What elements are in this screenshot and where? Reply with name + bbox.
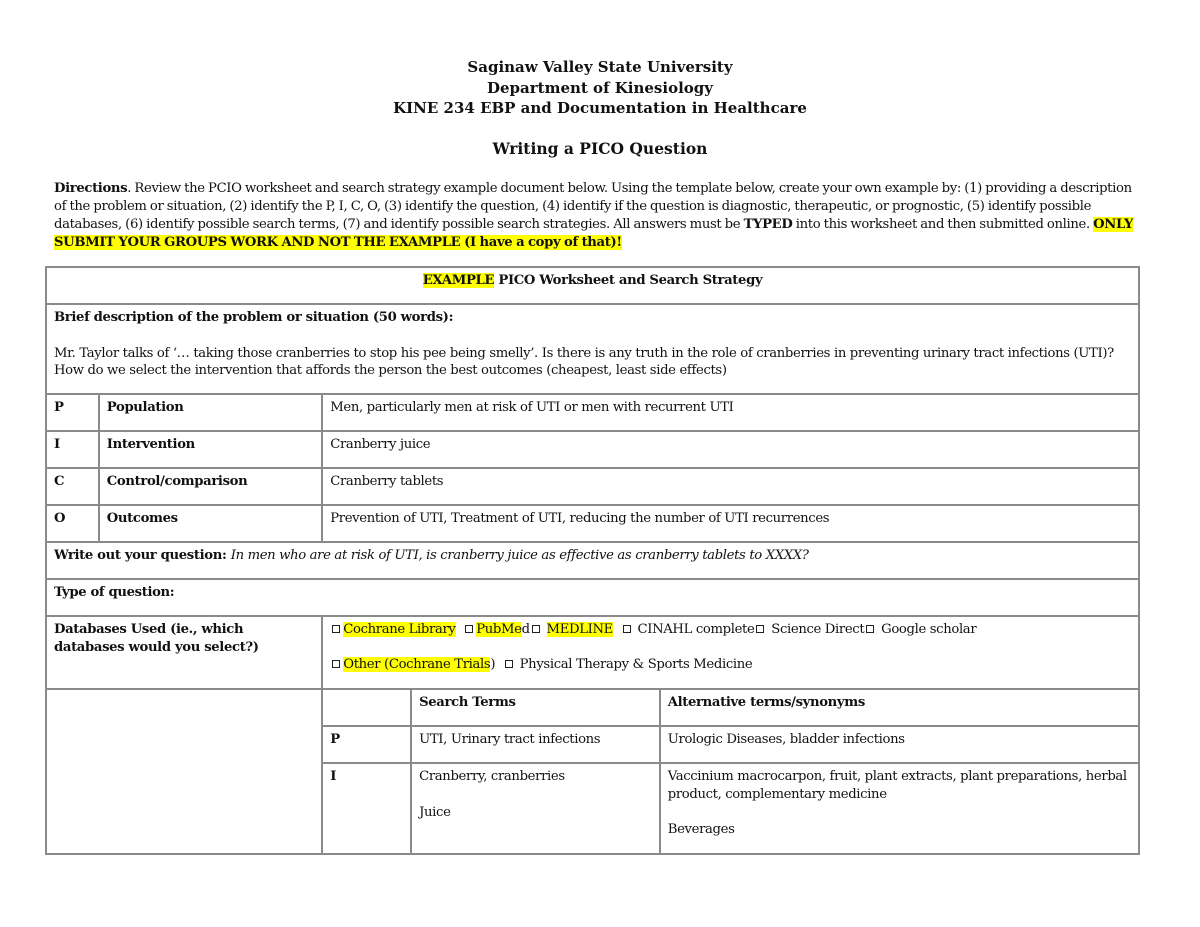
question-text: In men who are at risk of UTI, is cranberry juice as effective as cranberry tablets to XXXX? <box>230 548 809 563</box>
db-medline: MEDLINE <box>546 622 613 637</box>
checkbox-icon[interactable] <box>532 625 540 633</box>
brief-description-cell <box>46 304 1139 394</box>
databases-row <box>46 616 1139 689</box>
checkbox-icon[interactable] <box>866 625 874 633</box>
search-terms: Cranberry, cranberries <box>419 769 565 784</box>
pico-value: Men, particularly men at risk of UTI or men with recurrent UTI <box>322 394 1139 431</box>
checkbox-icon[interactable] <box>332 625 340 633</box>
db-cochrane: Cochrane Library <box>343 622 456 637</box>
pico-label: Control/comparison <box>99 468 322 505</box>
search-alt-2: Beverages <box>667 822 735 837</box>
department-name: Department of Kinesiology <box>487 78 713 97</box>
worksheet-title-row <box>46 267 1139 304</box>
worksheet-title-rest: PICO Worksheet and Search Strategy <box>494 273 763 288</box>
checkbox-icon[interactable] <box>756 625 764 633</box>
directions-text-b: into this worksheet and then submitted online. <box>792 217 1094 232</box>
search-alt-cell <box>660 763 1139 854</box>
db-google-scholar: Google scholar <box>877 622 977 637</box>
db-physical-therapy: Physical Therapy & Sports Medicine <box>515 656 753 672</box>
databases-cell <box>322 616 1139 689</box>
page-title: Writing a PICO Question <box>492 139 708 158</box>
university-name: Saginaw Valley State University <box>467 58 733 76</box>
pico-row-c <box>46 468 1139 505</box>
search-letter: I <box>322 763 411 854</box>
search-letter: P <box>322 726 411 763</box>
search-terms: UTI, Urinary tract infections <box>411 726 660 763</box>
pico-letter: P <box>46 394 99 431</box>
pico-label: Population <box>99 394 322 431</box>
pico-row-i <box>46 431 1139 468</box>
document-header <box>0 57 1200 119</box>
pico-value: Cranberry tablets <box>322 468 1139 505</box>
directions-highlight: ONLY SUBMIT YOUR GROUPS WORK AND NOT THE EXAMPLE (I have a copy of that)! <box>54 217 1134 250</box>
directions-paragraph <box>54 180 1144 252</box>
db-pubmed-hl: PubMe <box>476 622 522 637</box>
search-alt: Urologic Diseases, bladder infections <box>660 726 1139 763</box>
search-alt: Vaccinium macrocarpon, fruit, plant extracts, plant preparations, herbal product, complementary medicine <box>667 769 1127 802</box>
pico-letter: C <box>46 468 99 505</box>
checkbox-icon[interactable] <box>465 625 473 633</box>
db-other-close: ) <box>490 656 496 672</box>
checkbox-icon[interactable] <box>332 660 340 668</box>
pico-value: Cranberry juice <box>322 431 1139 468</box>
db-science-direct: Science Direct <box>767 622 865 637</box>
search-blank-cell <box>46 689 322 854</box>
directions-label: Directions <box>54 181 128 196</box>
checkbox-icon[interactable] <box>623 625 631 633</box>
search-terms-cell <box>411 763 660 854</box>
checkbox-icon[interactable] <box>505 660 513 668</box>
brief-label: Brief description of the problem or situation (50 words): <box>54 310 454 325</box>
question-type-label: Type of question: <box>46 579 1139 616</box>
db-cinahl: CINAHL complete <box>633 622 755 637</box>
db-other: Other (Cochrane Trials <box>343 656 491 672</box>
brief-description-row <box>46 304 1139 394</box>
search-alt-header: Alternative terms/synonyms <box>660 689 1139 726</box>
directions-typed: TYPED <box>743 217 793 232</box>
directions-text-a: . Review the PCIO worksheet and search strategy example document below. Using the template below, create your own example by: (1) providing a description of the problem or situation, (2) identify the P, I, C, O, (3) identify the question, (4) identify if the question is diagnostic, therapeutic, or prognostic, (5) identify possible databases, (6) identify possible search terms, (7) and identify possible search strategies. All answers must be <box>54 181 1132 232</box>
db-pubmed-rest: d <box>521 622 530 637</box>
search-letter-header <box>322 689 411 726</box>
search-terms-header: Search Terms <box>411 689 660 726</box>
pico-row-o <box>46 505 1139 542</box>
worksheet-title <box>46 267 1139 304</box>
search-header-row <box>46 689 1139 726</box>
search-terms-2: Juice <box>419 804 451 820</box>
course-name: KINE 234 EBP and Documentation in Healthcare <box>393 99 807 117</box>
pico-label: Intervention <box>99 431 322 468</box>
pico-worksheet-table <box>45 266 1140 855</box>
question-cell <box>46 542 1139 579</box>
pico-label: Outcomes <box>99 505 322 542</box>
pico-row-p <box>46 394 1139 431</box>
brief-text: Mr. Taylor talks of ‘… taking those cranberries to stop his pee being smelly’. Is there is any truth in the role of cranberries in preventing urinary tract infections (UTI)? How do we select the intervention that affords the person the best outcomes (cheapest, least side effects) <box>54 345 1114 378</box>
worksheet-title-highlight: EXAMPLE <box>422 273 495 288</box>
pico-value: Prevention of UTI, Treatment of UTI, reducing the number of UTI recurrences <box>322 505 1139 542</box>
databases-line-2 <box>330 656 1131 674</box>
databases-line-1 <box>330 621 1131 639</box>
pico-letter: O <box>46 505 99 542</box>
question-label: Write out your question: <box>54 548 231 563</box>
question-type-row <box>46 579 1139 616</box>
question-row <box>46 542 1139 579</box>
pico-letter: I <box>46 431 99 468</box>
databases-label: Databases Used (ie., which databases would you select?) <box>46 616 322 689</box>
